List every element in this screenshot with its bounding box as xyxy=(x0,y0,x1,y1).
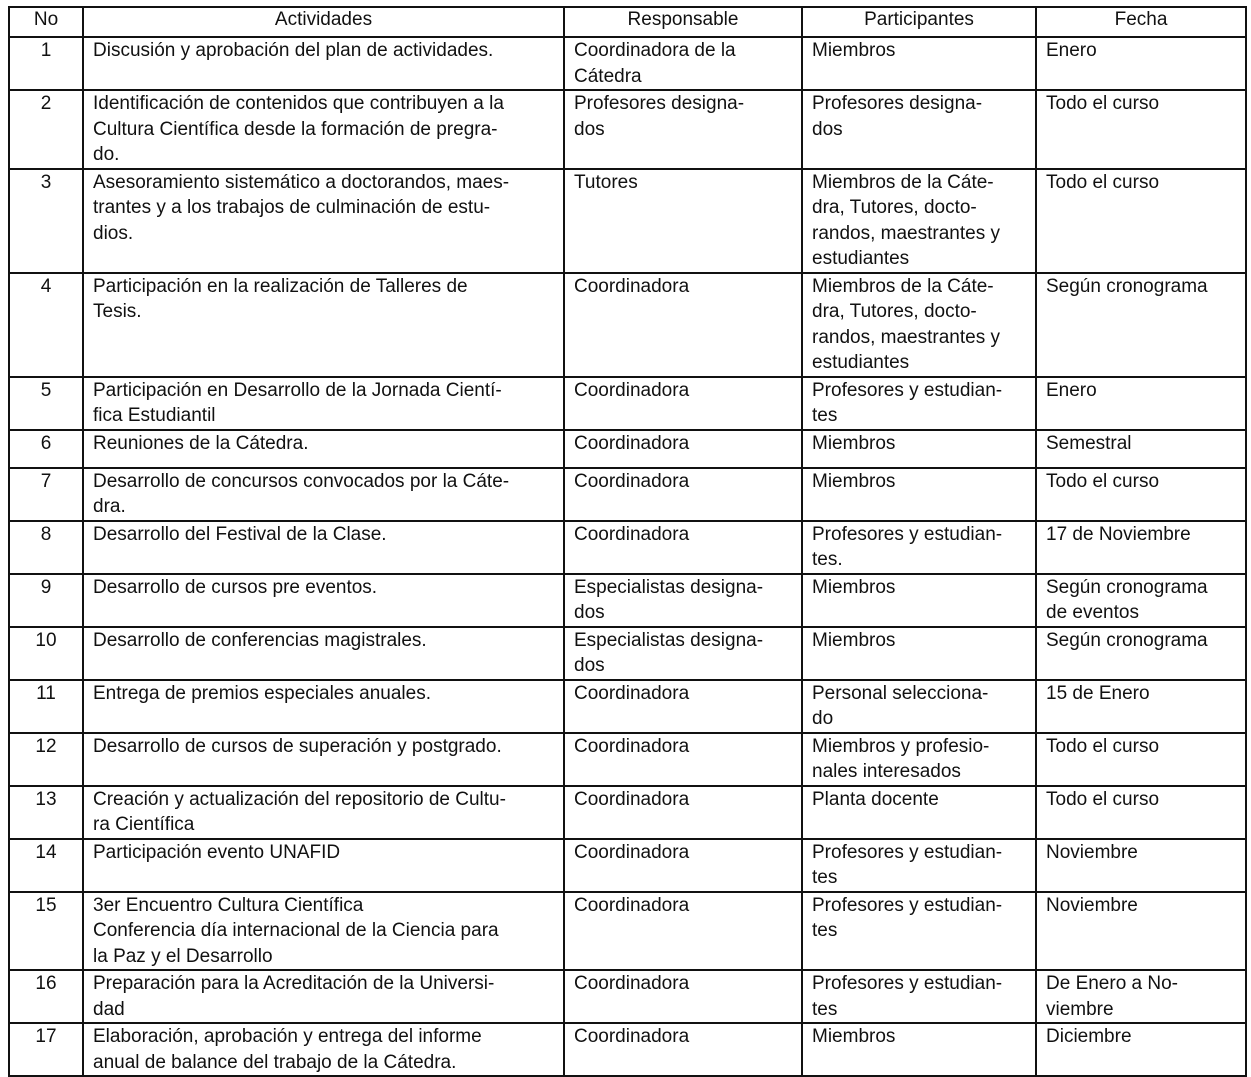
cell-no: 2 xyxy=(9,90,83,169)
table-row xyxy=(9,37,1246,90)
cell-responsable: Coordinadora xyxy=(564,839,802,892)
activities-table xyxy=(8,6,1247,1077)
table-row xyxy=(9,521,1246,574)
cell-no: 12 xyxy=(9,733,83,786)
cell-no: 4 xyxy=(9,273,83,377)
table-row xyxy=(9,892,1246,971)
cell-fecha: De Enero a No- viembre xyxy=(1036,970,1246,1023)
cell-actividad: Participación evento UNAFID xyxy=(83,839,564,892)
cell-no: 17 xyxy=(9,1023,83,1076)
cell-no: 3 xyxy=(9,169,83,273)
table-row xyxy=(9,680,1246,733)
cell-participantes: Miembros xyxy=(802,1023,1036,1076)
cell-no: 11 xyxy=(9,680,83,733)
header-no: No xyxy=(9,7,83,37)
cell-actividad: Participación en la realización de Talleres de Tesis. xyxy=(83,273,564,377)
cell-no: 5 xyxy=(9,377,83,430)
cell-no: 16 xyxy=(9,970,83,1023)
cell-no: 15 xyxy=(9,892,83,971)
cell-participantes: Miembros xyxy=(802,430,1036,468)
cell-participantes: Profesores y estudian- tes xyxy=(802,839,1036,892)
cell-fecha: Según cronograma xyxy=(1036,273,1246,377)
cell-participantes: Profesores y estudian- tes xyxy=(802,970,1036,1023)
table-row xyxy=(9,970,1246,1023)
cell-participantes: Miembros xyxy=(802,37,1036,90)
cell-responsable: Coordinadora xyxy=(564,377,802,430)
cell-actividad: Reuniones de la Cátedra. xyxy=(83,430,564,468)
cell-no: 9 xyxy=(9,574,83,627)
cell-no: 7 xyxy=(9,468,83,521)
header-participantes: Participantes xyxy=(802,7,1036,37)
cell-actividad: Participación en Desarrollo de la Jornada Cientí- fica Estudiantil xyxy=(83,377,564,430)
cell-fecha: Enero xyxy=(1036,37,1246,90)
cell-no: 8 xyxy=(9,521,83,574)
cell-responsable: Coordinadora xyxy=(564,521,802,574)
table-row xyxy=(9,574,1246,627)
cell-actividad: Elaboración, aprobación y entrega del informe anual de balance del trabajo de la Cátedra. xyxy=(83,1023,564,1076)
cell-fecha: 15 de Enero xyxy=(1036,680,1246,733)
cell-actividad: Identificación de contenidos que contribuyen a la Cultura Científica desde la formación de pregra- do. xyxy=(83,90,564,169)
cell-responsable: Coordinadora xyxy=(564,430,802,468)
cell-no: 6 xyxy=(9,430,83,468)
cell-fecha: Noviembre xyxy=(1036,839,1246,892)
cell-fecha: Todo el curso xyxy=(1036,733,1246,786)
cell-fecha: Noviembre xyxy=(1036,892,1246,971)
table-row xyxy=(9,627,1246,680)
cell-responsable: Coordinadora de la Cátedra xyxy=(564,37,802,90)
cell-participantes: Miembros xyxy=(802,468,1036,521)
cell-actividad: Desarrollo de cursos de superación y postgrado. xyxy=(83,733,564,786)
table-row xyxy=(9,839,1246,892)
cell-responsable: Coordinadora xyxy=(564,468,802,521)
header-fecha: Fecha xyxy=(1036,7,1246,37)
table-row xyxy=(9,90,1246,169)
cell-responsable: Coordinadora xyxy=(564,733,802,786)
table-row xyxy=(9,733,1246,786)
cell-responsable: Profesores designa- dos xyxy=(564,90,802,169)
cell-participantes: Miembros de la Cáte- dra, Tutores, docto- randos, maestrantes y estudiantes xyxy=(802,169,1036,273)
cell-actividad: Entrega de premios especiales anuales. xyxy=(83,680,564,733)
cell-participantes: Profesores designa- dos xyxy=(802,90,1036,169)
cell-fecha: Todo el curso xyxy=(1036,90,1246,169)
cell-actividad: 3er Encuentro Cultura Científica Conferencia día internacional de la Ciencia para la Paz y el Desarrollo xyxy=(83,892,564,971)
cell-responsable: Coordinadora xyxy=(564,892,802,971)
cell-actividad: Creación y actualización del repositorio de Cultu- ra Científica xyxy=(83,786,564,839)
cell-responsable: Coordinadora xyxy=(564,1023,802,1076)
table-row xyxy=(9,786,1246,839)
cell-no: 10 xyxy=(9,627,83,680)
cell-fecha: Semestral xyxy=(1036,430,1246,468)
cell-participantes: Planta docente xyxy=(802,786,1036,839)
table-row xyxy=(9,169,1246,273)
cell-participantes: Miembros de la Cáte- dra, Tutores, docto- randos, maestrantes y estudiantes xyxy=(802,273,1036,377)
table-row xyxy=(9,377,1246,430)
cell-actividad: Discusión y aprobación del plan de actividades. xyxy=(83,37,564,90)
table-row xyxy=(9,430,1246,468)
cell-fecha: Diciembre xyxy=(1036,1023,1246,1076)
cell-responsable: Tutores xyxy=(564,169,802,273)
cell-actividad: Desarrollo de cursos pre eventos. xyxy=(83,574,564,627)
cell-responsable: Coordinadora xyxy=(564,680,802,733)
cell-no: 14 xyxy=(9,839,83,892)
cell-actividad: Asesoramiento sistemático a doctorandos, maes- trantes y a los trabajos de culminación de estu- dios. xyxy=(83,169,564,273)
cell-fecha: Según cronograma de eventos xyxy=(1036,574,1246,627)
cell-responsable: Coordinadora xyxy=(564,786,802,839)
cell-participantes: Profesores y estudian- tes xyxy=(802,892,1036,971)
cell-responsable: Especialistas designa- dos xyxy=(564,574,802,627)
cell-fecha: Todo el curso xyxy=(1036,468,1246,521)
cell-fecha: Según cronograma xyxy=(1036,627,1246,680)
cell-participantes: Profesores y estudian- tes. xyxy=(802,521,1036,574)
cell-responsable: Especialistas designa- dos xyxy=(564,627,802,680)
cell-responsable: Coordinadora xyxy=(564,273,802,377)
header-row xyxy=(9,7,1246,37)
cell-actividad: Desarrollo de concursos convocados por la Cáte- dra. xyxy=(83,468,564,521)
cell-actividad: Desarrollo del Festival de la Clase. xyxy=(83,521,564,574)
cell-participantes: Miembros xyxy=(802,627,1036,680)
cell-participantes: Miembros xyxy=(802,574,1036,627)
header-actividades: Actividades xyxy=(83,7,564,37)
cell-fecha: 17 de Noviembre xyxy=(1036,521,1246,574)
cell-fecha: Todo el curso xyxy=(1036,786,1246,839)
table-row xyxy=(9,468,1246,521)
header-responsable: Responsable xyxy=(564,7,802,37)
table-row xyxy=(9,273,1246,377)
cell-fecha: Todo el curso xyxy=(1036,169,1246,273)
table-row xyxy=(9,1023,1246,1076)
cell-participantes: Personal selecciona- do xyxy=(802,680,1036,733)
cell-participantes: Miembros y profesio- nales interesados xyxy=(802,733,1036,786)
cell-fecha: Enero xyxy=(1036,377,1246,430)
cell-no: 13 xyxy=(9,786,83,839)
cell-actividad: Desarrollo de conferencias magistrales. xyxy=(83,627,564,680)
cell-participantes: Profesores y estudian- tes xyxy=(802,377,1036,430)
cell-no: 1 xyxy=(9,37,83,90)
cell-responsable: Coordinadora xyxy=(564,970,802,1023)
cell-actividad: Preparación para la Acreditación de la Universi- dad xyxy=(83,970,564,1023)
